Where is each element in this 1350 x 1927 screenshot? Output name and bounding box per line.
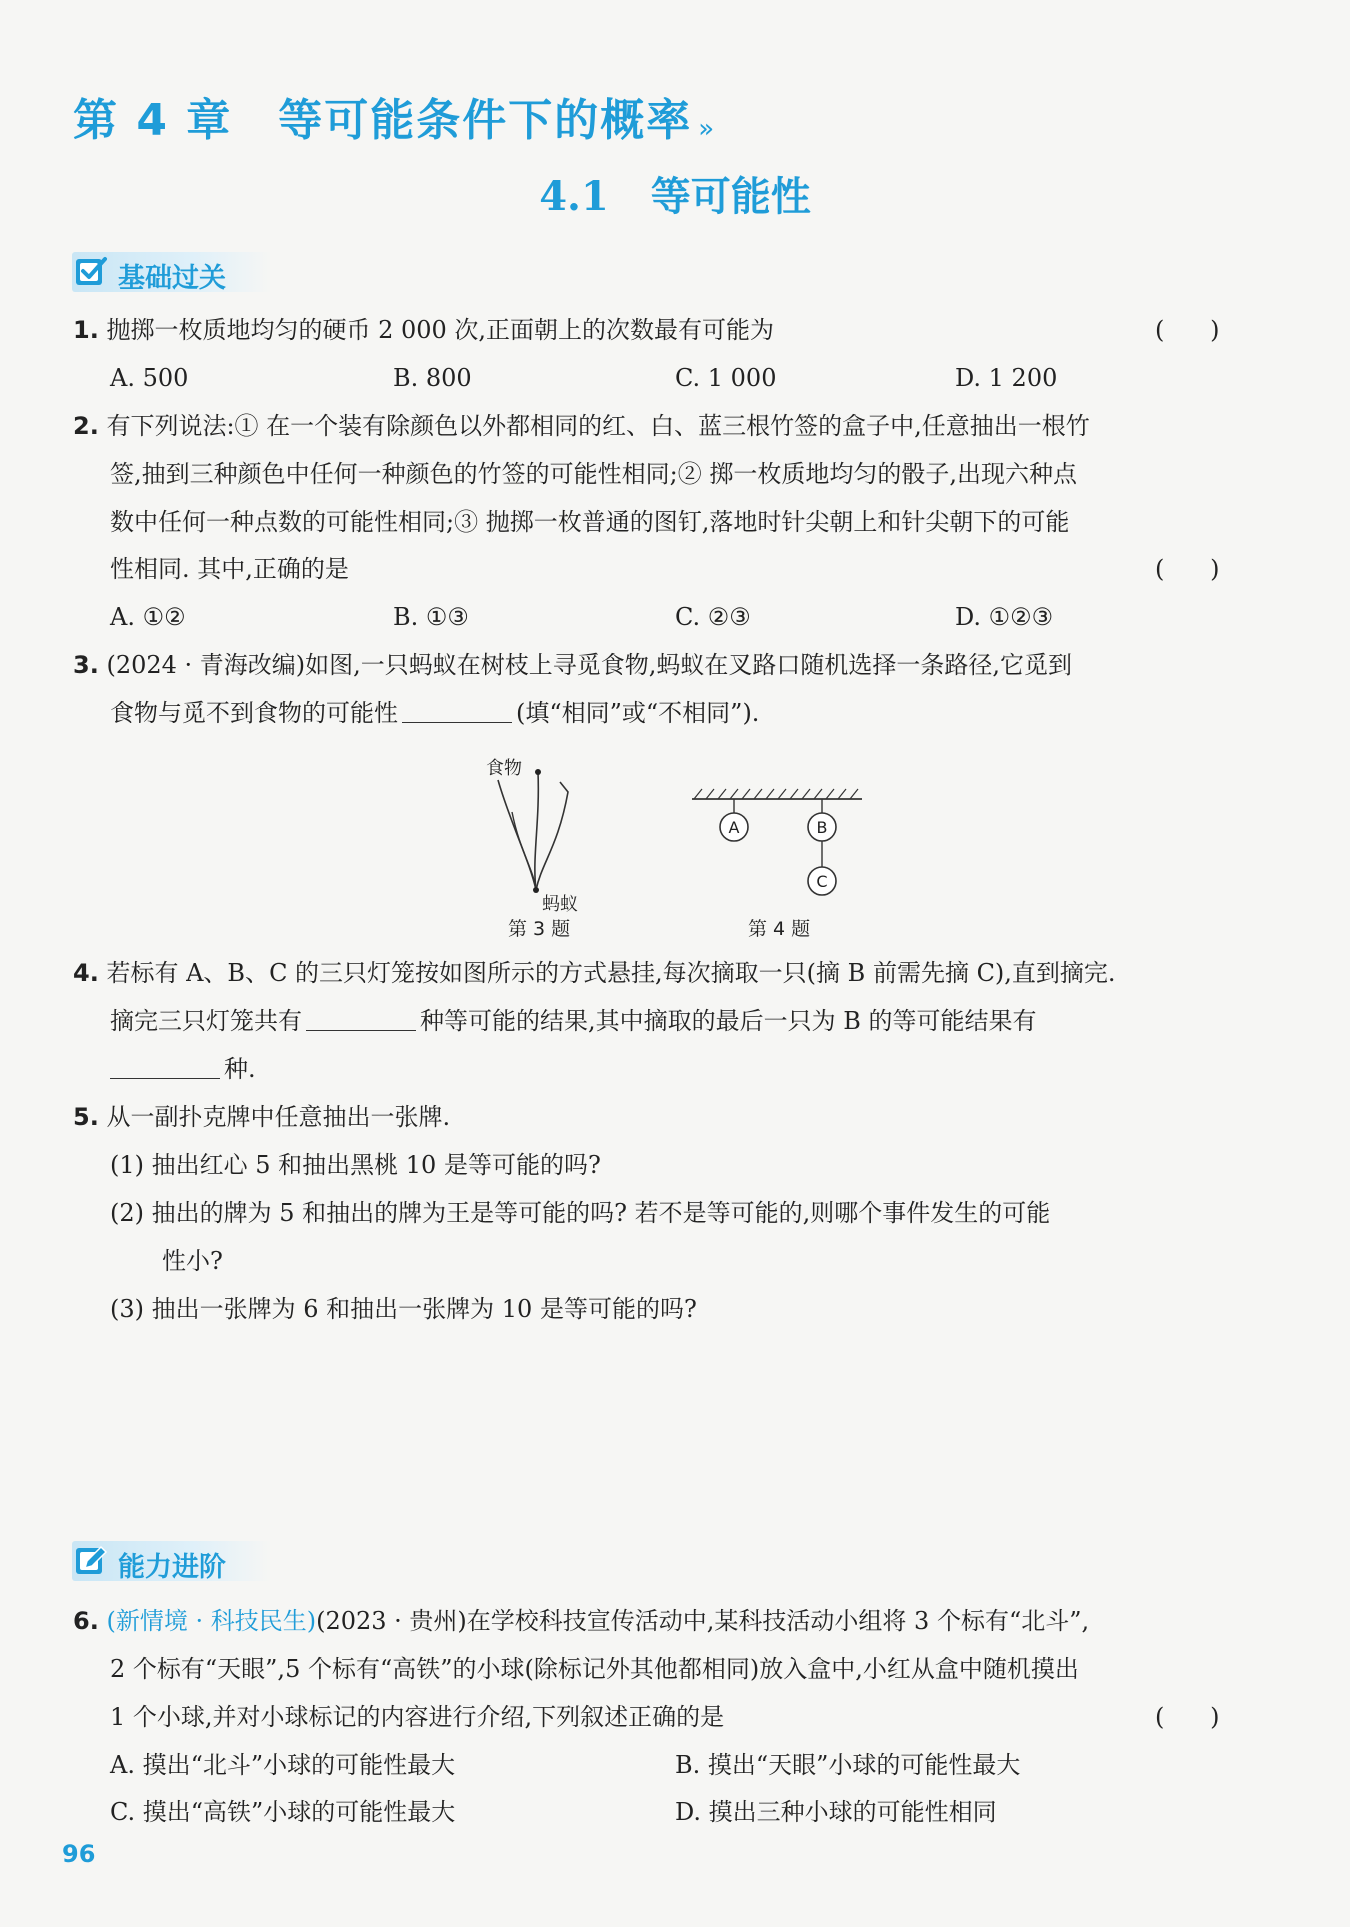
chevron-right-icon: » [698,114,717,144]
chapter-title [73,84,716,148]
figure-3-food-label: 食物 [486,758,522,779]
q2-answer-paren[interactable]: ( ) [1155,555,1220,583]
q5-sub-2a: (2) 抽出的牌为 5 和抽出的牌为王是等可能的吗? 若不是等可能的,则哪个事件发生的可能 [110,1199,1051,1227]
banner-basic-label: 基础过关 [118,263,226,294]
figure-3-caption: 第 3 题 [508,918,571,940]
q6-line-1 [73,1606,1089,1636]
section-title [0,165,1350,222]
q2-number: 2. [73,412,99,440]
q6-line-2: 2 个标有“天眼”,5 个标有“高铁”的小球(除标记外其他都相同)放入盒中,小红从盒中随机摸出 [110,1655,1079,1683]
q6-option-c: C. 摸出“高铁”小球的可能性最大 [110,1798,456,1826]
q6-option-d: D. 摸出三种小球的可能性相同 [675,1798,997,1826]
q5-text: 从一副扑克牌中任意抽出一张牌. [106,1103,451,1131]
q3-text-2b: (填“相同”或“不相同”). [516,699,760,727]
pencil-icon [74,1544,108,1578]
q1-number: 1. [73,316,99,344]
q1-text: 抛掷一枚质地均匀的硬币 2 000 次,正面朝上的次数最有可能为 [106,316,775,344]
q3-number: 3. [73,651,99,679]
checkbox-icon [74,255,108,289]
q2-line-3: 数中任何一种点数的可能性相同;③ 抛掷一枚普通的图钉,落地时针尖朝上和针尖朝下的可能 [110,508,1070,536]
q6-answer-paren[interactable]: ( ) [1155,1703,1220,1731]
q4-answer-blank-1[interactable] [306,1006,416,1031]
q4-answer-blank-2[interactable] [110,1054,220,1079]
section-number: 4.1 [539,173,609,220]
figure-4-caption: 第 4 题 [748,918,811,940]
q4-number: 4. [73,959,99,987]
q2-line-4: 性相同. 其中,正确的是 [110,555,349,583]
chapter-name: 等可能条件下的概率 [278,95,693,146]
q5-sub-1: (1) 抽出红心 5 和抽出黑桃 10 是等可能的吗? [110,1151,601,1179]
q6-tag: (新情境 · 科技民生) [106,1607,317,1635]
lantern-a-label: A [728,818,740,837]
q4-text-1: 若标有 A、B、C 的三只灯笼按如图所示的方式悬挂,每次摘取一只(摘 B 前需先摘 C),直到摘完. [106,959,1116,987]
q6-number: 6. [73,1607,99,1635]
banner-basic [72,252,272,292]
q2-option-c: C. ②③ [675,603,751,631]
q3-line-1 [73,650,1072,680]
lantern-b-label: B [816,818,828,837]
q4-text-2a: 摘完三只灯笼共有 [110,1007,302,1035]
q5-number: 5. [73,1103,99,1131]
q3-text-1: (2024 · 青海改编)如图,一只蚂蚁在树枝上寻觅食物,蚂蚁在叉路口随机选择一条路径,它觅到 [106,651,1073,679]
q1-option-d: D. 1 200 [955,364,1058,392]
q2-option-d: D. ①②③ [955,603,1054,631]
page-number: 96 [62,1840,96,1868]
section-name: 等可能性 [650,173,811,220]
q1-answer-paren[interactable]: ( ) [1155,316,1220,344]
q3-answer-blank[interactable] [402,698,512,723]
q3-text-2a: 食物与觅不到食物的可能性 [110,699,398,727]
q2-option-b: B. ①③ [393,603,469,631]
q5-sub-2b: 性小? [162,1247,223,1275]
q1-option-c: C. 1 000 [675,364,777,392]
figure-3-tree-branches [480,752,630,917]
q6-text-1: (2023 · 贵州)在学校科技宣传活动中,某科技活动小组将 3 个标有“北斗”, [316,1607,1090,1635]
q2-text-1: 有下列说法:① 在一个装有除颜色以外都相同的红、白、蓝三根竹签的盒子中,任意抽出一根竹 [106,412,1090,440]
q3-line-2 [110,698,759,728]
q6-option-b: B. 摸出“天眼”小球的可能性最大 [675,1751,1021,1779]
figure-3-ant-label: 蚂蚁 [542,894,578,915]
figure-4-lanterns [690,785,870,915]
q6-option-a: A. 摸出“北斗”小球的可能性最大 [110,1751,456,1779]
q2-option-a: A. ①② [110,603,186,631]
q2-line-2: 签,抽到三种颜色中任何一种颜色的竹签的可能性相同;② 掷一枚质地均匀的骰子,出现六种点 [110,460,1077,488]
q1-option-a: A. 500 [110,364,189,392]
banner-advanced [72,1541,272,1581]
q6-line-3: 1 个小球,并对小球标记的内容进行介绍,下列叙述正确的是 [110,1703,725,1731]
q5-stem [73,1102,450,1132]
chapter-number: 第 4 章 [73,95,233,146]
q4-text-2b: 种等可能的结果,其中摘取的最后一只为 B 的等可能结果有 [420,1007,1037,1035]
q5-sub-3: (3) 抽出一张牌为 6 和抽出一张牌为 10 是等可能的吗? [110,1295,697,1323]
q4-line-3 [110,1054,256,1084]
q4-line-2 [110,1006,1037,1036]
q4-line-1 [73,958,1116,988]
q1-stem [73,315,774,345]
banner-advanced-label: 能力进阶 [118,1552,226,1583]
lantern-c-label: C [816,872,828,891]
q4-text-3b: 种. [224,1055,256,1083]
q1-option-b: B. 800 [393,364,472,392]
q2-line-1 [73,411,1090,441]
